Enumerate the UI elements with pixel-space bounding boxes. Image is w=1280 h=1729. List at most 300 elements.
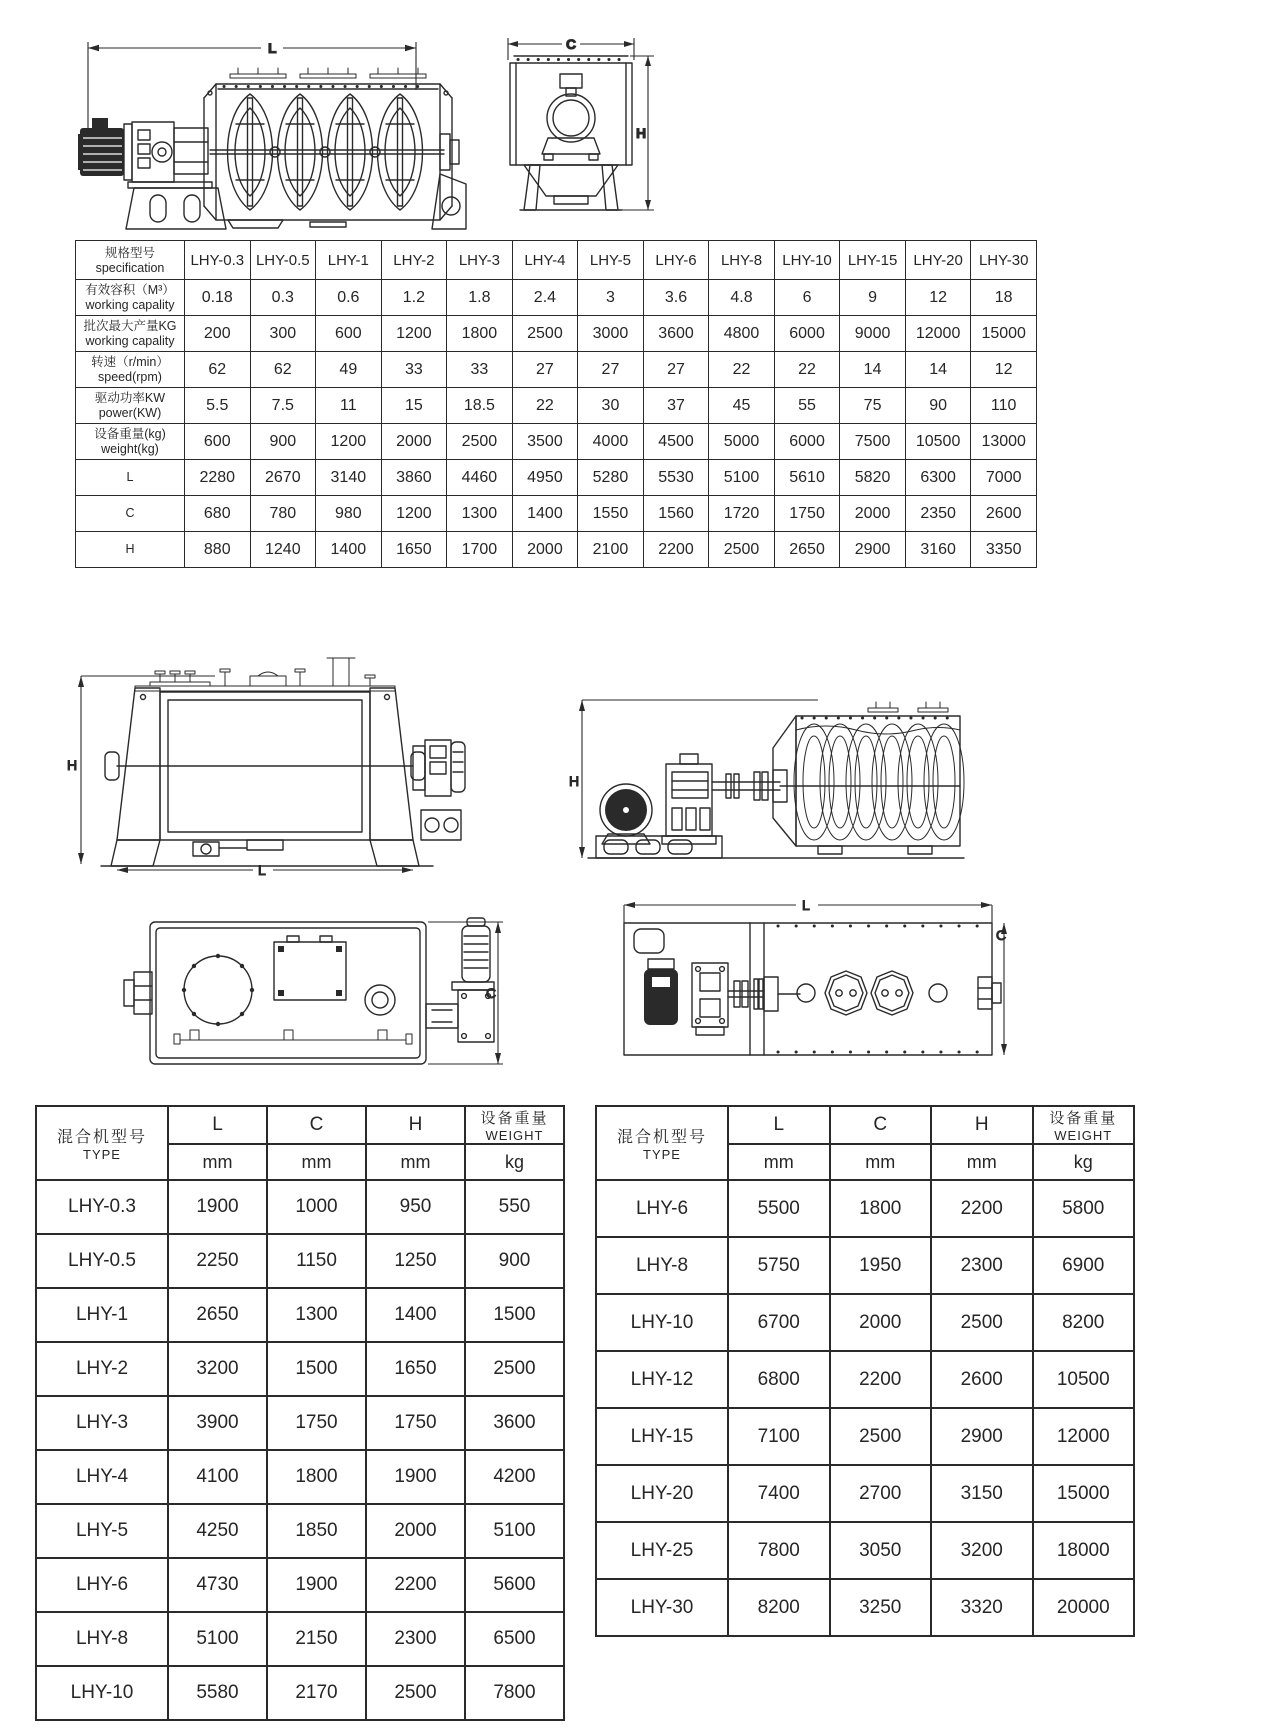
dim-row (596, 1294, 1134, 1351)
spec-cell: 27 (578, 352, 644, 388)
dim-cell: 1800 (267, 1450, 366, 1504)
dim-cell: 2500 (830, 1408, 932, 1465)
dim-cell: 5580 (168, 1666, 267, 1720)
spec-cell: 2900 (840, 532, 906, 568)
spec-cell: 3860 (381, 460, 447, 496)
spec-cell: 2000 (512, 532, 578, 568)
motor (600, 784, 652, 844)
plow-blades (228, 94, 423, 210)
dim-cell: 3250 (830, 1579, 932, 1636)
spec-cell: 600 (185, 424, 251, 460)
dim-cell: 1950 (830, 1237, 932, 1294)
dim-cell: 4100 (168, 1450, 267, 1504)
dim-row (596, 1237, 1134, 1294)
gearbox (662, 754, 716, 844)
spec-cell: 2100 (578, 532, 644, 568)
cover-plate (274, 936, 346, 1000)
spec-cell: 4800 (709, 316, 775, 352)
dim-row-model: LHY-6 (596, 1180, 728, 1237)
col-header-L: L (728, 1106, 830, 1144)
spec-cell: 3.6 (643, 280, 709, 316)
dim-cell: 4200 (465, 1450, 564, 1504)
motor-top-view (644, 959, 678, 1025)
dim-cell: 7100 (728, 1408, 830, 1465)
dim-cell: 2250 (168, 1234, 267, 1288)
dim-row (36, 1666, 564, 1720)
col-header-H: H (366, 1106, 465, 1144)
drive-top-view (426, 918, 497, 1042)
dim-label-height: H (636, 125, 647, 141)
spec-cell: 680 (185, 496, 251, 532)
spec-model-header: LHY-1 (316, 241, 382, 280)
machine-stand (126, 188, 226, 229)
dimension-table-left (35, 1105, 565, 1721)
spec-cell: 9 (840, 280, 906, 316)
dim-row-model: LHY-20 (596, 1465, 728, 1522)
spec-cell: 3500 (512, 424, 578, 460)
spray-bar (174, 1030, 412, 1044)
shaft-end-bearing (124, 972, 152, 1014)
spec-cell: 14 (905, 352, 971, 388)
spec-cell: 1720 (709, 496, 775, 532)
spec-cell: 18.5 (447, 388, 513, 424)
dim-cell: 2600 (931, 1351, 1033, 1408)
gearbox (124, 122, 212, 188)
spec-row-label-zh: L (126, 470, 134, 484)
dim-row-model: LHY-8 (36, 1612, 168, 1666)
col-header-weight (465, 1106, 564, 1144)
dim-cell: 3150 (931, 1465, 1033, 1522)
type-header-zh: 混合机型号 (56, 1129, 147, 1146)
dim-cell: 5600 (465, 1558, 564, 1612)
dim-cell: 1900 (267, 1558, 366, 1612)
spec-cell: 3140 (316, 460, 382, 496)
dim-cell: 18000 (1033, 1522, 1135, 1579)
dim-cell: 6700 (728, 1294, 830, 1351)
dim-cell: 3200 (168, 1342, 267, 1396)
spec-row (76, 388, 1037, 424)
dim-row-model: LHY-0.5 (36, 1234, 168, 1288)
motor (78, 118, 124, 176)
spec-cell: 7000 (971, 460, 1037, 496)
spec-model-header: LHY-6 (643, 241, 709, 280)
dim-cell: 20000 (1033, 1579, 1135, 1636)
dimension-length (624, 897, 992, 923)
dim-row-model: LHY-8 (596, 1237, 728, 1294)
spec-cell: 1700 (447, 532, 513, 568)
dim-cell: 1500 (267, 1342, 366, 1396)
dim-cell: 550 (465, 1180, 564, 1234)
spec-model-header: LHY-0.3 (185, 241, 251, 280)
dim-row-model: LHY-4 (36, 1450, 168, 1504)
right-support (432, 174, 466, 229)
dim-label-length: L (268, 40, 277, 56)
dim-row-model: LHY-5 (36, 1504, 168, 1558)
mixer-body-end (510, 56, 632, 165)
spec-cell: 12000 (905, 316, 971, 352)
dim-cell: 3600 (465, 1396, 564, 1450)
spec-cell: 12 (905, 280, 971, 316)
dim-cell: 1900 (168, 1180, 267, 1234)
dim-row (36, 1450, 564, 1504)
dim-cell: 2200 (366, 1558, 465, 1612)
drum-front (105, 692, 425, 840)
spec-row-label-zh: 转速（r/min） (91, 355, 169, 369)
dim-cell: 7800 (728, 1522, 830, 1579)
spec-cell: 2.4 (512, 280, 578, 316)
dim-cell: 8200 (728, 1579, 830, 1636)
unit-mm: mm (168, 1144, 267, 1180)
col-header-C: C (830, 1106, 932, 1144)
spec-cell: 5.5 (185, 388, 251, 424)
col-header-L: L (168, 1106, 267, 1144)
dim-cell: 1500 (465, 1288, 564, 1342)
dim-cell: 3320 (931, 1579, 1033, 1636)
spec-model-header: LHY-5 (578, 241, 644, 280)
spec-cell: 4500 (643, 424, 709, 460)
dim-cell: 2700 (830, 1465, 932, 1522)
dim-cell: 6900 (1033, 1237, 1135, 1294)
dim-cell: 1250 (366, 1234, 465, 1288)
spec-row (76, 316, 1037, 352)
dim-table-left-body (36, 1180, 564, 1720)
spec-cell: 6000 (774, 424, 840, 460)
spec-row-label-zh: 驱动功率KW (94, 391, 166, 405)
dim-cell: 3900 (168, 1396, 267, 1450)
spec-cell: 2000 (381, 424, 447, 460)
spec-cell: 600 (316, 316, 382, 352)
spec-cell: 75 (840, 388, 906, 424)
spec-cell: 2650 (774, 532, 840, 568)
spec-cell: 300 (250, 316, 316, 352)
dim-row (36, 1180, 564, 1234)
dim-cell: 6800 (728, 1351, 830, 1408)
dimension-length (117, 862, 413, 876)
spec-cell: 1550 (578, 496, 644, 532)
unit-mm: mm (830, 1144, 932, 1180)
spec-model-header: LHY-30 (971, 241, 1037, 280)
drawing-spiral-mixer-side-view (568, 668, 973, 866)
dimension-table-right (595, 1105, 1135, 1637)
spec-corner-header (76, 241, 185, 280)
spec-cell: 12 (971, 352, 1037, 388)
spec-row (76, 424, 1037, 460)
spec-cell: 4000 (578, 424, 644, 460)
spec-cell: 5610 (774, 460, 840, 496)
spec-cell: 22 (774, 352, 840, 388)
gearbox-top-view (692, 963, 728, 1035)
spec-cell: 62 (185, 352, 251, 388)
spec-row-label-zh: 设备重量(kg) (94, 427, 166, 441)
dim-cell: 12000 (1033, 1408, 1135, 1465)
right-bearing (978, 977, 1001, 1009)
col-header-weight (1033, 1106, 1135, 1144)
dim-cell: 5100 (168, 1612, 267, 1666)
weight-header-zh: 设备重量 (480, 1110, 549, 1127)
spec-cell: 14 (840, 352, 906, 388)
spec-cell: 780 (250, 496, 316, 532)
spec-row-label (76, 424, 185, 460)
spec-cell: 5280 (578, 460, 644, 496)
dim-cell: 2200 (830, 1351, 932, 1408)
spec-cell: 18 (971, 280, 1037, 316)
spec-cell: 9000 (840, 316, 906, 352)
spec-row-label-en: working capality (85, 334, 175, 348)
spec-cell: 2500 (709, 532, 775, 568)
spec-cell: 7500 (840, 424, 906, 460)
spec-row-label (76, 460, 185, 496)
dim-cell: 1150 (267, 1234, 366, 1288)
dim-cell: 2500 (931, 1294, 1033, 1351)
dim-cell: 5800 (1033, 1180, 1135, 1237)
unit-kg: kg (465, 1144, 564, 1180)
dim-cell: 5750 (728, 1237, 830, 1294)
type-header (36, 1106, 168, 1180)
dim-row-model: LHY-2 (36, 1342, 168, 1396)
dim-row (596, 1522, 1134, 1579)
spec-cell: 1240 (250, 532, 316, 568)
side-drive (413, 740, 465, 840)
drawing-plow-mixer-side-view (78, 32, 470, 230)
dim-row-model: LHY-12 (596, 1351, 728, 1408)
weight-header-zh: 设备重量 (1049, 1110, 1118, 1127)
spec-model-header: LHY-15 (840, 241, 906, 280)
unit-kg: kg (1033, 1144, 1135, 1180)
dim-label-height: H (67, 757, 78, 773)
spec-cell: 2500 (512, 316, 578, 352)
spec-row-label-en: speed(rpm) (98, 370, 162, 384)
weight-header-en: WEIGHT (1054, 1128, 1113, 1143)
spec-cell: 49 (316, 352, 382, 388)
dim-left-header-row (36, 1106, 564, 1144)
spec-cell: 2200 (643, 532, 709, 568)
spec-row-label-zh: 有效容积（M³） (85, 283, 175, 297)
spec-cell: 1800 (447, 316, 513, 352)
spec-cell: 5820 (840, 460, 906, 496)
dim-row-model: LHY-10 (36, 1666, 168, 1720)
dim-row (36, 1612, 564, 1666)
dim-row (596, 1408, 1134, 1465)
dimension-height (616, 56, 654, 210)
spec-cell: 55 (774, 388, 840, 424)
pedestal (588, 836, 964, 858)
spec-corner-en: specification (95, 260, 165, 275)
dim-cell: 15000 (1033, 1465, 1135, 1522)
spec-cell: 1.8 (447, 280, 513, 316)
body-top-view (624, 923, 992, 1055)
spec-cell: 1300 (447, 496, 513, 532)
spec-cell: 37 (643, 388, 709, 424)
spec-cell: 11 (316, 388, 382, 424)
dim-cell: 8200 (1033, 1294, 1135, 1351)
dim-row (596, 1465, 1134, 1522)
type-header (596, 1106, 728, 1180)
spec-cell: 33 (447, 352, 513, 388)
spec-cell: 4.8 (709, 280, 775, 316)
spec-cell: 2500 (447, 424, 513, 460)
spec-cell: 4950 (512, 460, 578, 496)
spec-row-label-en: weight(kg) (101, 442, 159, 456)
dimension-height (67, 676, 215, 864)
spec-model-header: LHY-8 (709, 241, 775, 280)
dim-cell: 6500 (465, 1612, 564, 1666)
spec-cell: 22 (512, 388, 578, 424)
dim-table-right-body (596, 1180, 1134, 1636)
spec-cell: 1200 (381, 316, 447, 352)
spec-cell: 10500 (905, 424, 971, 460)
spec-corner-zh: 规格型号 (104, 245, 155, 260)
type-header-zh: 混合机型号 (616, 1129, 707, 1146)
drawing-plow-mixer-end-view (498, 30, 663, 225)
dim-label-width: C (486, 985, 497, 1001)
dim-cell: 900 (465, 1234, 564, 1288)
dim-cell: 1800 (830, 1180, 932, 1237)
dim-cell: 1900 (366, 1450, 465, 1504)
type-header-en: TYPE (643, 1147, 681, 1162)
dim-row-model: LHY-30 (596, 1579, 728, 1636)
spec-cell: 3350 (971, 532, 1037, 568)
spec-cell: 3600 (643, 316, 709, 352)
col-header-C: C (267, 1106, 366, 1144)
spec-cell: 0.3 (250, 280, 316, 316)
spec-row-label (76, 388, 185, 424)
spec-cell: 2000 (840, 496, 906, 532)
weight-header-en: WEIGHT (485, 1128, 544, 1143)
dim-cell: 2000 (830, 1294, 932, 1351)
spec-cell: 5100 (709, 460, 775, 496)
spec-row-label (76, 532, 185, 568)
drawing-mixer-top-view-small (122, 908, 507, 1092)
spec-cell: 3 (578, 280, 644, 316)
dim-row-model: LHY-25 (596, 1522, 728, 1579)
dim-cell: 1750 (267, 1396, 366, 1450)
drive-shaft (712, 770, 787, 802)
hand-holes (797, 971, 947, 1015)
unit-mm: mm (728, 1144, 830, 1180)
spec-cell: 2600 (971, 496, 1037, 532)
dim-label-height: H (569, 773, 580, 789)
manhole (182, 954, 254, 1026)
dim-label-width: C (566, 36, 577, 52)
dim-label-length: L (802, 897, 810, 913)
spec-row (76, 496, 1037, 532)
spec-cell: 1200 (316, 424, 382, 460)
dim-cell: 7400 (728, 1465, 830, 1522)
shaft-couplings (728, 977, 800, 1011)
dim-cell: 7800 (465, 1666, 564, 1720)
dim-cell: 2150 (267, 1612, 366, 1666)
spec-cell: 15 (381, 388, 447, 424)
drawing-mixer-top-view-large (608, 893, 1013, 1087)
spec-model-header: LHY-20 (905, 241, 971, 280)
discharge-hopper (520, 165, 622, 210)
dim-cell: 2500 (366, 1666, 465, 1720)
dim-right-header-row (596, 1106, 1134, 1144)
spec-cell: 45 (709, 388, 775, 424)
spec-cell: 6 (774, 280, 840, 316)
spec-cell: 6300 (905, 460, 971, 496)
spec-model-header: LHY-10 (774, 241, 840, 280)
dim-cell: 2900 (931, 1408, 1033, 1465)
dim-row (596, 1351, 1134, 1408)
dim-row (36, 1396, 564, 1450)
unit-mm: mm (366, 1144, 465, 1180)
dim-row-model: LHY-0.3 (36, 1180, 168, 1234)
dim-row (36, 1558, 564, 1612)
spec-cell: 2280 (185, 460, 251, 496)
dim-row (36, 1288, 564, 1342)
dim-cell: 950 (366, 1180, 465, 1234)
spec-cell: 30 (578, 388, 644, 424)
spec-cell: 0.18 (185, 280, 251, 316)
spec-row (76, 460, 1037, 496)
spec-cell: 15000 (971, 316, 1037, 352)
dimension-height (569, 700, 818, 858)
spec-cell: 980 (316, 496, 382, 532)
spec-cell: 5530 (643, 460, 709, 496)
spec-header-row (76, 241, 1037, 280)
spec-row-label-zh: H (125, 542, 135, 556)
drawing-ribbon-mixer-front-view (65, 642, 470, 876)
spec-model-header: LHY-4 (512, 241, 578, 280)
spec-cell: 1400 (512, 496, 578, 532)
dim-label-width: C (996, 927, 1007, 943)
sight-glass (365, 985, 395, 1015)
dim-cell: 2200 (931, 1180, 1033, 1237)
col-header-H: H (931, 1106, 1033, 1144)
spec-table (75, 240, 1037, 568)
spec-cell: 27 (512, 352, 578, 388)
spec-cell: 1560 (643, 496, 709, 532)
unit-mm: mm (931, 1144, 1033, 1180)
dim-cell: 1300 (267, 1288, 366, 1342)
dim-row (36, 1342, 564, 1396)
spec-row-label (76, 496, 185, 532)
dim-cell: 2170 (267, 1666, 366, 1720)
spec-model-header: LHY-0.5 (250, 241, 316, 280)
spec-cell: 0.6 (316, 280, 382, 316)
spec-cell: 7.5 (250, 388, 316, 424)
spec-cell: 2670 (250, 460, 316, 496)
dim-row-model: LHY-6 (36, 1558, 168, 1612)
dim-cell: 2300 (931, 1237, 1033, 1294)
spec-cell: 27 (643, 352, 709, 388)
dim-cell: 3200 (931, 1522, 1033, 1579)
spec-cell: 13000 (971, 424, 1037, 460)
spec-cell: 5000 (709, 424, 775, 460)
bearing-assembly (542, 74, 600, 160)
dim-row-model: LHY-15 (596, 1408, 728, 1465)
spec-cell: 22 (709, 352, 775, 388)
spec-cell: 1200 (381, 496, 447, 532)
spec-cell: 110 (971, 388, 1037, 424)
spec-cell: 6000 (774, 316, 840, 352)
dim-cell: 2500 (465, 1342, 564, 1396)
spec-cell: 200 (185, 316, 251, 352)
unit-mm: mm (267, 1144, 366, 1180)
dim-cell: 2650 (168, 1288, 267, 1342)
spec-row-label (76, 280, 185, 316)
spec-row-label (76, 352, 185, 388)
legs-and-base (101, 840, 433, 866)
dim-row (596, 1180, 1134, 1237)
dim-row-model: LHY-10 (596, 1294, 728, 1351)
dim-cell: 10500 (1033, 1351, 1135, 1408)
dim-cell: 1850 (267, 1504, 366, 1558)
dim-cell: 1650 (366, 1342, 465, 1396)
spec-cell: 900 (250, 424, 316, 460)
dim-row (36, 1234, 564, 1288)
